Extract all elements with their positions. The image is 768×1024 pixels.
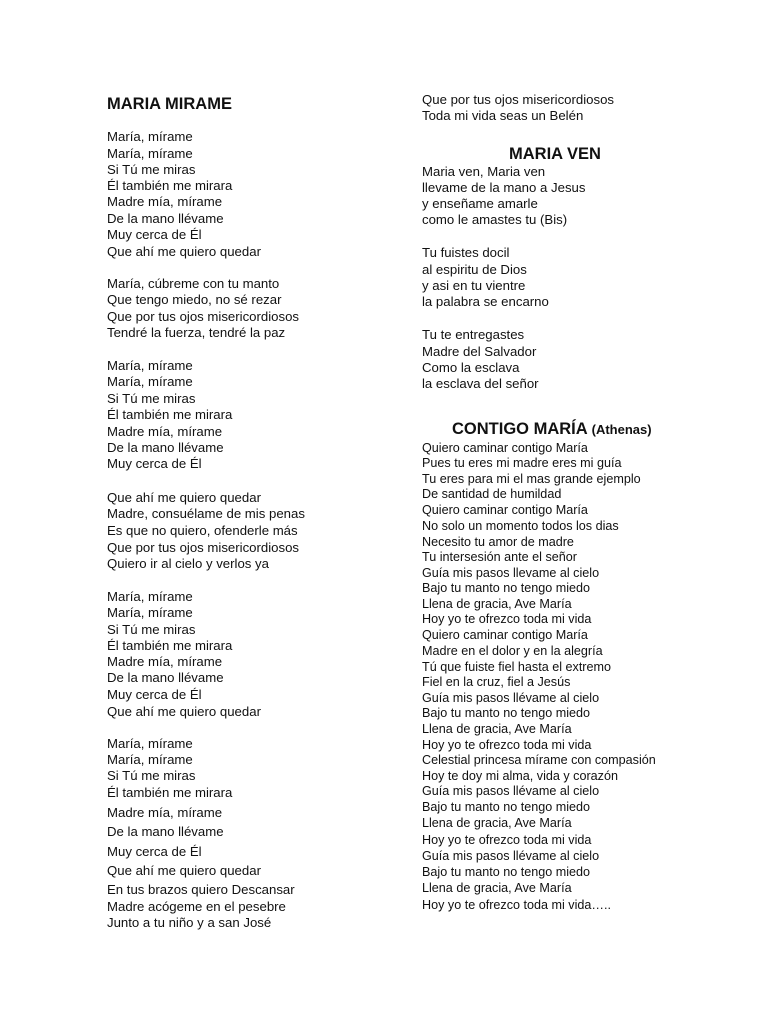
lyric-line: Bajo tu manto no tengo miedo <box>422 865 591 879</box>
song-title-maria-ven: MARIA VEN <box>509 145 601 163</box>
lyric-line: María, mírame <box>107 129 193 144</box>
lyric-line: Quiero ir al cielo y verlos ya <box>107 556 269 571</box>
lyric-line: María, mírame <box>107 374 193 389</box>
lyric-line: Muy cerca de Él <box>107 844 202 859</box>
lyric-line: Hoy te doy mi alma, vida y corazón <box>422 769 618 783</box>
lyric-line: Madre, consuélame de mis penas <box>107 506 305 521</box>
lyric-line: Tu eres para mi el mas grande ejemplo <box>422 472 641 486</box>
lyric-line: Hoy yo te ofrezco toda mi vida <box>422 833 592 847</box>
lyric-line: María, cúbreme con tu manto <box>107 276 280 291</box>
lyric-line: María, mírame <box>107 752 193 767</box>
lyric-line: En tus brazos quiero Descansar <box>107 882 295 897</box>
lyric-line: Guía mis pasos llévame al cielo <box>422 691 600 705</box>
lyric-line: Que por tus ojos misericordiosos <box>107 309 300 324</box>
lyric-line: y enseñame amarle <box>422 196 538 211</box>
lyric-line: Muy cerca de Él <box>107 687 202 702</box>
lyric-line: Muy cerca de Él <box>107 227 202 242</box>
lyric-line: Llena de gracia, Ave María <box>422 816 572 830</box>
lyric-line: María, mírame <box>107 589 193 604</box>
lyric-line: Guía mis pasos llévame al cielo <box>422 849 600 863</box>
lyric-line: Él también me mirara <box>107 638 233 653</box>
lyric-line: Quiero caminar contigo María <box>422 503 588 517</box>
lyric-line: Tu intersesión ante el señor <box>422 550 577 564</box>
lyric-line: Muy cerca de Él <box>107 456 202 471</box>
lyric-line: Quiero caminar contigo María <box>422 441 588 455</box>
lyric-line: Que ahí me quiero quedar <box>107 490 261 505</box>
lyric-line: Junto a tu niño y a san José <box>107 915 272 930</box>
lyric-line: Tu fuistes docil <box>422 245 510 260</box>
lyric-line: Tendré la fuerza, tendré la paz <box>107 325 286 340</box>
lyric-line: María, mírame <box>107 605 193 620</box>
lyric-line: Que por tus ojos misericordiosos <box>107 540 300 555</box>
lyric-line: Quiero caminar contigo María <box>422 628 588 642</box>
lyric-line: llevame de la mano a Jesus <box>422 180 586 195</box>
lyric-line: Madre acógeme en el pesebre <box>107 899 286 914</box>
lyric-line: María, mírame <box>107 736 193 751</box>
lyric-line: y asi en tu vientre <box>422 278 526 293</box>
lyric-line: Toda mi vida seas un Belén <box>422 108 584 123</box>
lyric-line: De la mano llévame <box>107 440 224 455</box>
lyric-line: Madre mía, mírame <box>107 424 223 439</box>
song-title-subtitle: (Athenas) <box>591 422 652 437</box>
lyric-line: Él también me mirara <box>107 178 233 193</box>
lyric-line: Como la esclava <box>422 360 520 375</box>
lyric-line: Madre mía, mírame <box>107 805 223 820</box>
lyric-line: De la mano llévame <box>107 211 224 226</box>
lyric-line: Llena de gracia, Ave María <box>422 722 572 736</box>
lyric-line: Necesito tu amor de madre <box>422 535 574 549</box>
lyric-line: Que ahí me quiero quedar <box>107 244 261 259</box>
lyric-line: la esclava del señor <box>422 376 539 391</box>
lyric-line: Que ahí me quiero quedar <box>107 863 261 878</box>
lyric-line: Que ahí me quiero quedar <box>107 704 261 719</box>
lyric-line: Si Tú me miras <box>107 162 196 177</box>
lyric-line: Él también me mirara <box>107 407 233 422</box>
lyric-line: Que tengo miedo, no sé rezar <box>107 292 282 307</box>
lyric-line: Tu te entregastes <box>422 327 525 342</box>
lyric-line: Hoy yo te ofrezco toda mi vida….. <box>422 898 611 912</box>
lyric-line: Madre en el dolor y en la alegría <box>422 644 603 658</box>
lyric-line: De la mano llévame <box>107 670 224 685</box>
lyric-line: Guía mis pasos llévame al cielo <box>422 784 600 798</box>
lyric-line: María, mírame <box>107 358 193 373</box>
lyric-line: como le amastes tu (Bis) <box>422 212 568 227</box>
lyric-line: Madre mía, mírame <box>107 654 223 669</box>
lyric-line: Fiel en la cruz, fiel a Jesús <box>422 675 571 689</box>
lyric-line: Si Tú me miras <box>107 622 196 637</box>
lyric-line: De santidad de humildad <box>422 487 562 501</box>
song-title-text: CONTIGO MARÍA <box>452 420 588 438</box>
lyric-line: Hoy yo te ofrezco toda mi vida <box>422 738 592 752</box>
lyric-line: Llena de gracia, Ave María <box>422 881 572 895</box>
lyric-line: Pues tu eres mi madre eres mi guía <box>422 456 622 470</box>
lyric-line: al espiritu de Dios <box>422 262 527 277</box>
lyric-line: Es que no quiero, ofenderle más <box>107 523 298 538</box>
song-title-contigo-maria <box>452 419 652 440</box>
lyric-line: No solo un momento todos los dias <box>422 519 619 533</box>
lyric-line: Celestial princesa mírame con compasión <box>422 753 656 767</box>
lyric-line: Si Tú me miras <box>107 768 196 783</box>
lyric-line: Bajo tu manto no tengo miedo <box>422 581 591 595</box>
lyric-line: Bajo tu manto no tengo miedo <box>422 706 591 720</box>
lyric-line: Que por tus ojos misericordiosos <box>422 92 615 107</box>
lyric-line: Si Tú me miras <box>107 391 196 406</box>
lyric-line: Maria ven, Maria ven <box>422 164 546 179</box>
lyric-line: Bajo tu manto no tengo miedo <box>422 800 591 814</box>
lyric-line: Hoy yo te ofrezco toda mi vida <box>422 612 592 626</box>
lyric-line: Él también me mirara <box>107 785 233 800</box>
lyric-line: De la mano llévame <box>107 824 224 839</box>
song-title-maria-mirame: MARIA MIRAME <box>107 95 232 113</box>
lyric-line: Llena de gracia, Ave María <box>422 597 572 611</box>
lyric-line: Madre mía, mírame <box>107 194 223 209</box>
lyric-line: la palabra se encarno <box>422 294 549 309</box>
lyric-line: Tú que fuiste fiel hasta el extremo <box>422 660 612 674</box>
lyric-line: Guía mis pasos llevame al cielo <box>422 566 600 580</box>
lyric-line: Madre del Salvador <box>422 344 537 359</box>
lyric-line: María, mírame <box>107 146 193 161</box>
